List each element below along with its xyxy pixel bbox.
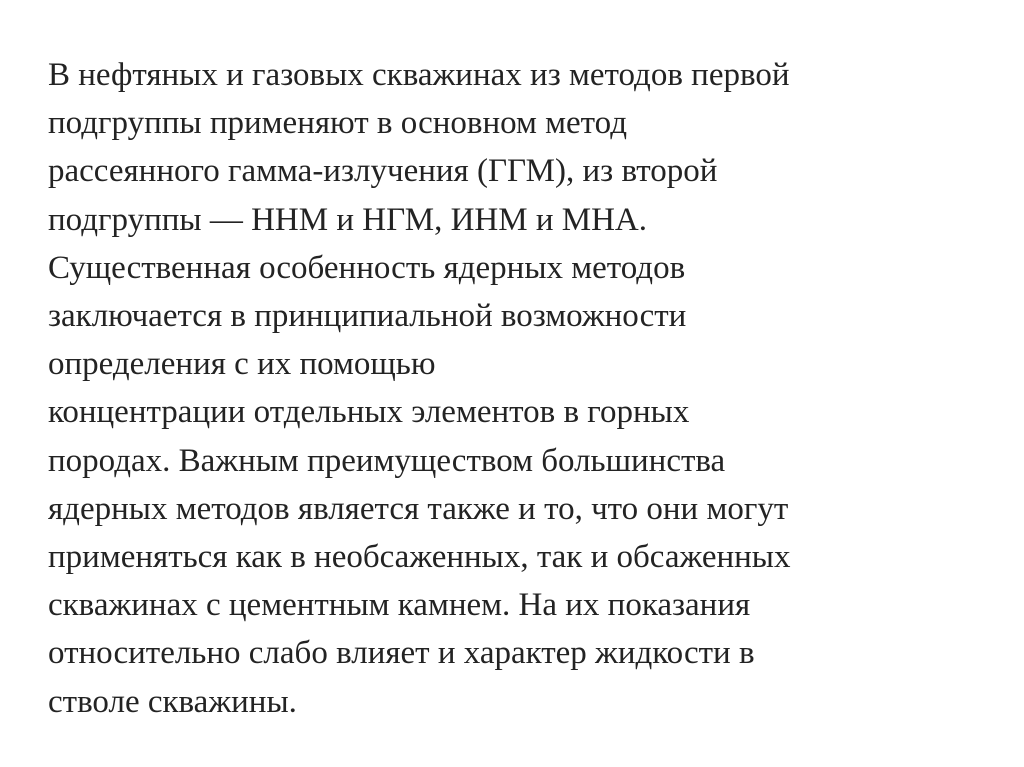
text-line: концентрации отдельных элементов в горных xyxy=(48,394,690,431)
text-line: стволе скважины. xyxy=(48,683,297,720)
text-line: подгруппы применяют в основном метод xyxy=(48,105,627,142)
text-line: породах. Важным преимуществом большинства xyxy=(48,442,726,479)
text-line: применяться как в необсаженных, так и обсаженных xyxy=(48,539,791,576)
text-line: Существенная особенность ядерных методов xyxy=(48,249,686,286)
text-line: В нефтяных и газовых скважинах из методов первой xyxy=(48,57,790,93)
text-line: относительно слабо влияет и характер жидкости в xyxy=(48,635,755,672)
text-line: скважинах с цементным камнем. На их показания xyxy=(48,587,751,624)
text-line: рассеянного гамма-излучения (ГГМ), из второй xyxy=(48,153,718,190)
text-line: ядерных методов является также и то, что они могут xyxy=(48,490,789,527)
text-line: определения с их помощью xyxy=(48,346,436,383)
text-line: заключается в принципиальной возможности xyxy=(48,298,687,335)
text-line: подгруппы — ННМ и НГМ, ИНМ и МНА. xyxy=(48,201,647,238)
body-paragraph xyxy=(48,51,1008,726)
